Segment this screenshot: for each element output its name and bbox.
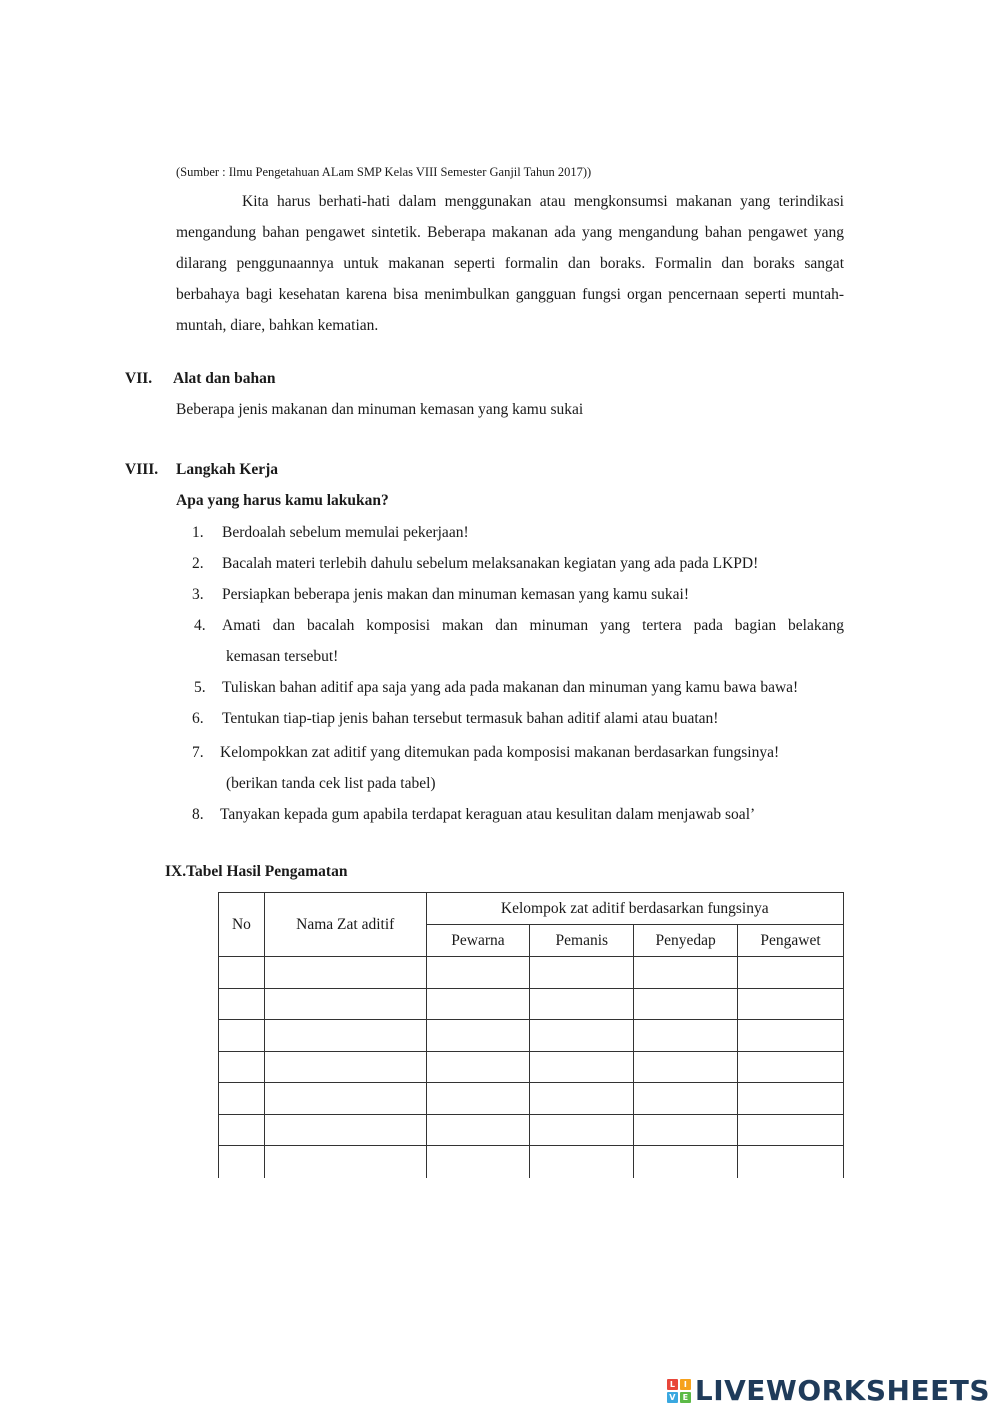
table-row [219, 1115, 844, 1146]
cell[interactable] [530, 1052, 634, 1083]
cell[interactable] [264, 957, 426, 989]
liveworksheets-logo [667, 1374, 990, 1407]
header-pengawet: Pengawet [738, 925, 844, 957]
cell[interactable] [530, 1115, 634, 1146]
cell[interactable] [530, 1146, 634, 1178]
logo-text: LIVEWORKSHEETS [694, 1374, 990, 1407]
section-8-title: Langkah Kerja [176, 461, 279, 478]
cell[interactable] [634, 1115, 738, 1146]
cell[interactable] [634, 957, 738, 989]
cell[interactable] [219, 1115, 265, 1146]
table-row [219, 989, 844, 1020]
cell[interactable] [219, 1020, 265, 1052]
cell[interactable] [530, 1020, 634, 1052]
cell[interactable] [530, 1083, 634, 1115]
section-7-body: Beberapa jenis makanan dan minuman kemasan yang kamu sukai [176, 401, 584, 418]
section-9-title: IX.Tabel Hasil Pengamatan [165, 863, 348, 880]
section-8-number: VIII. [125, 461, 159, 478]
header-name: Nama Zat aditif [264, 893, 426, 957]
cell[interactable] [219, 1083, 265, 1115]
cell[interactable] [264, 1020, 426, 1052]
cell[interactable] [219, 1146, 265, 1178]
cell[interactable] [219, 1052, 265, 1083]
cell[interactable] [264, 1052, 426, 1083]
cell[interactable] [219, 989, 265, 1020]
section-7-title: Alat dan bahan [173, 370, 276, 387]
cell[interactable] [634, 1020, 738, 1052]
cell[interactable] [426, 1083, 530, 1115]
cell[interactable] [634, 1083, 738, 1115]
cell[interactable] [426, 1052, 530, 1083]
header-pewarna: Pewarna [426, 925, 530, 957]
cell[interactable] [426, 957, 530, 989]
cell[interactable] [738, 1052, 844, 1083]
cell[interactable] [264, 989, 426, 1020]
cell[interactable] [426, 1115, 530, 1146]
logo-mark-icon: L I V E [667, 1379, 691, 1403]
header-pemanis: Pemanis [530, 925, 634, 957]
source-citation: (Sumber : Ilmu Pengetahuan ALam SMP Kelas VIII Semester Ganjil Tahun 2017)) [176, 165, 592, 179]
observation-table [218, 892, 844, 1178]
table-row [219, 957, 844, 989]
cell[interactable] [219, 957, 265, 989]
header-group: Kelompok zat aditif berdasarkan fungsinya [426, 893, 843, 925]
cell[interactable] [738, 989, 844, 1020]
cell[interactable] [264, 1115, 426, 1146]
table-row [219, 1146, 844, 1178]
cell[interactable] [738, 1020, 844, 1052]
intro-paragraph: Kita harus berhati-hati dalam menggunakan atau mengkonsumsi makanan yang terindikasi mengandung bahan pengawet sintetik. Beberapa makanan ada yang mengandung bahan pengawet yang dilarang penggunaannya untuk makanan seperti formalin dan boraks. Formalin dan boraks sangat berbahaya bagi kesehatan karena bisa menimbulkan gangguan fungsi organ pencernaan seperti muntah-muntah, diare, bahkan kematian. [176, 193, 844, 334]
cell[interactable] [530, 989, 634, 1020]
cell[interactable] [530, 957, 634, 989]
cell[interactable] [264, 1083, 426, 1115]
section-7-number: VII. [125, 370, 153, 387]
cell[interactable] [426, 1146, 530, 1178]
table-row [219, 1020, 844, 1052]
cell[interactable] [426, 989, 530, 1020]
header-penyedap: Penyedap [634, 925, 738, 957]
cell[interactable] [634, 1052, 738, 1083]
cell[interactable] [426, 1020, 530, 1052]
cell[interactable] [738, 1146, 844, 1178]
cell[interactable] [738, 957, 844, 989]
header-no: No [219, 893, 265, 957]
cell[interactable] [264, 1146, 426, 1178]
table-header-row [219, 893, 844, 925]
table-row [219, 1083, 844, 1115]
table-row [219, 1052, 844, 1083]
cell[interactable] [634, 989, 738, 1020]
cell[interactable] [738, 1083, 844, 1115]
cell[interactable] [634, 1146, 738, 1178]
cell[interactable] [738, 1115, 844, 1146]
section-8-subtitle: Apa yang harus kamu lakukan? [176, 492, 389, 509]
